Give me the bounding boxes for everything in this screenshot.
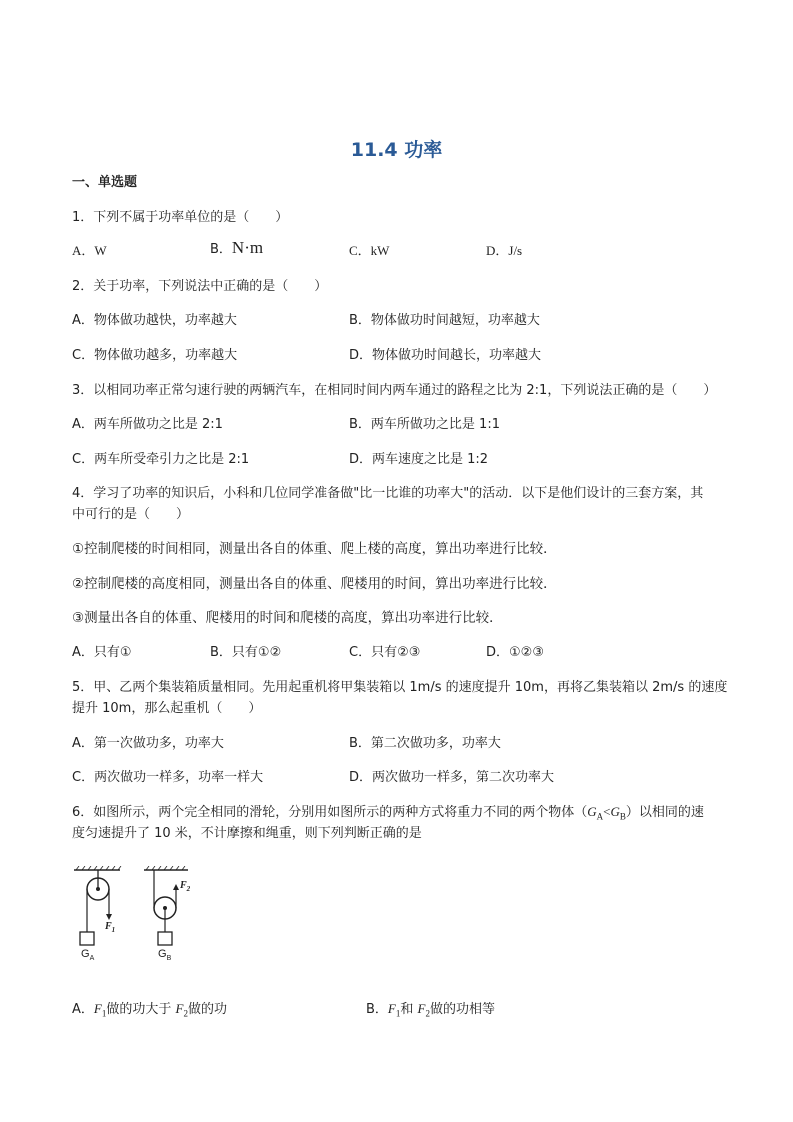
q5-option-a[interactable]: A．第一次做功多，功率大	[72, 736, 224, 751]
gb-label: $G_B$	[158, 948, 172, 963]
q4-option-d[interactable]: D．①②③	[486, 645, 544, 660]
q2-option-c[interactable]: C．物体做功越多，功率越大	[72, 348, 238, 363]
q2-option-b[interactable]: B．物体做功时间越短，功率越大	[349, 313, 540, 328]
q6-stem-ga-sub: A	[596, 811, 604, 822]
q4-statement-2: ②控制爬楼的高度相同，测量出各自的体重、爬楼用的时间，算出功率进行比较．	[72, 576, 557, 592]
f1-label: $F_1$	[105, 921, 116, 934]
question-5-stem-line2: 提升 10m，那么起重机（ ）	[72, 701, 262, 716]
q5-option-c[interactable]: C．两次做功一样多，功率一样大	[72, 770, 264, 785]
q6-stem-ga: G	[587, 804, 597, 819]
q4-option-c[interactable]: C．只有②③	[349, 645, 421, 660]
question-4-stem-line1: 4．学习了功率的知识后，小科和几位同学准备做"比一比谁的功率大"的活动．以下是他们设计的三套方案，其	[72, 486, 704, 501]
q6-stem-text-g: ）以相同的速	[625, 805, 704, 820]
q1-option-b[interactable]	[210, 238, 263, 258]
f2-label: $F_2$	[180, 880, 191, 893]
q1-option-b-unit: N·m	[231, 238, 264, 257]
q4-statement-3: ③测量出各自的体重、爬楼用的时间和爬楼的高度，算出功率进行比较．	[72, 610, 503, 626]
q4-option-a[interactable]: A．只有①	[72, 645, 132, 660]
q5-option-d[interactable]: D．两次做功一样多，第二次功率大	[349, 770, 555, 785]
q2-option-a[interactable]: A．物体做功越快，功率越大	[72, 313, 237, 328]
q1-option-b-prefix: B．	[210, 242, 232, 257]
q6-stem-gb: G	[610, 804, 620, 819]
q3-option-c[interactable]: C．两车所受牵引力之比是 2:1	[72, 452, 250, 467]
q6-option-b[interactable]: B．$F_1$和 $F_2$做的功相等	[366, 1001, 495, 1019]
question-6-stem-line1	[72, 801, 704, 822]
page-title: 11.4 功率	[350, 139, 443, 161]
question-2-stem: 2．关于功率，下列说法中正确的是（ ）	[72, 279, 328, 294]
q3-option-b[interactable]: B．两车所做功之比是 1:1	[349, 417, 500, 432]
question-3-stem: 3．以相同功率正常匀速行驶的两辆汽车，在相同时间内两车通过的路程之比为 2:1，下列说法正确的是（ ）	[72, 383, 717, 398]
q6-stem-text-a: 6．如图所示，两个完全相同的滑轮，分别用如图所示的两种方式将重力不同的两个物体（	[72, 805, 588, 820]
q1-option-c[interactable]: C．kW	[349, 243, 390, 258]
q5-option-b[interactable]: B．第二次做功多，功率大	[349, 736, 501, 751]
question-6-stem-line2: 度匀速提升了 10 米，不计摩擦和绳重，则下列判断正确的是	[72, 826, 422, 841]
question-1-stem: 1．下列不属于功率单位的是（ ）	[72, 210, 289, 225]
q6-stem-lt: <	[603, 804, 611, 819]
section-heading: 一、单选题	[72, 175, 138, 190]
pulley-figure	[72, 866, 202, 966]
q4-option-b[interactable]: B．只有①②	[210, 645, 282, 660]
ga-label: $G_A$	[81, 948, 95, 963]
question-5-stem-line1: 5．甲、乙两个集装箱质量相同。先用起重机将甲集装箱以 1m/s 的速度提升 10m，再将乙集装箱以 2m/s 的速度	[72, 680, 728, 695]
q2-option-d[interactable]: D．物体做功时间越长，功率越大	[349, 348, 542, 363]
q3-option-d[interactable]: D．两车速度之比是 1:2	[349, 452, 489, 467]
question-4-stem-line2: 中可行的是（ ）	[72, 507, 190, 522]
q1-option-a[interactable]: A．W	[72, 243, 107, 258]
q6-stem-gb-sub: B	[619, 811, 626, 822]
q6-option-a[interactable]: A．$F_1$做的功大于 $F_2$做的功	[72, 1001, 227, 1019]
q1-option-d[interactable]: D．J/s	[486, 243, 523, 258]
q4-statement-1: ①控制爬楼的时间相同，测量出各自的体重、爬上楼的高度，算出功率进行比较．	[72, 541, 557, 557]
q3-option-a[interactable]: A．两车所做功之比是 2:1	[72, 417, 223, 432]
